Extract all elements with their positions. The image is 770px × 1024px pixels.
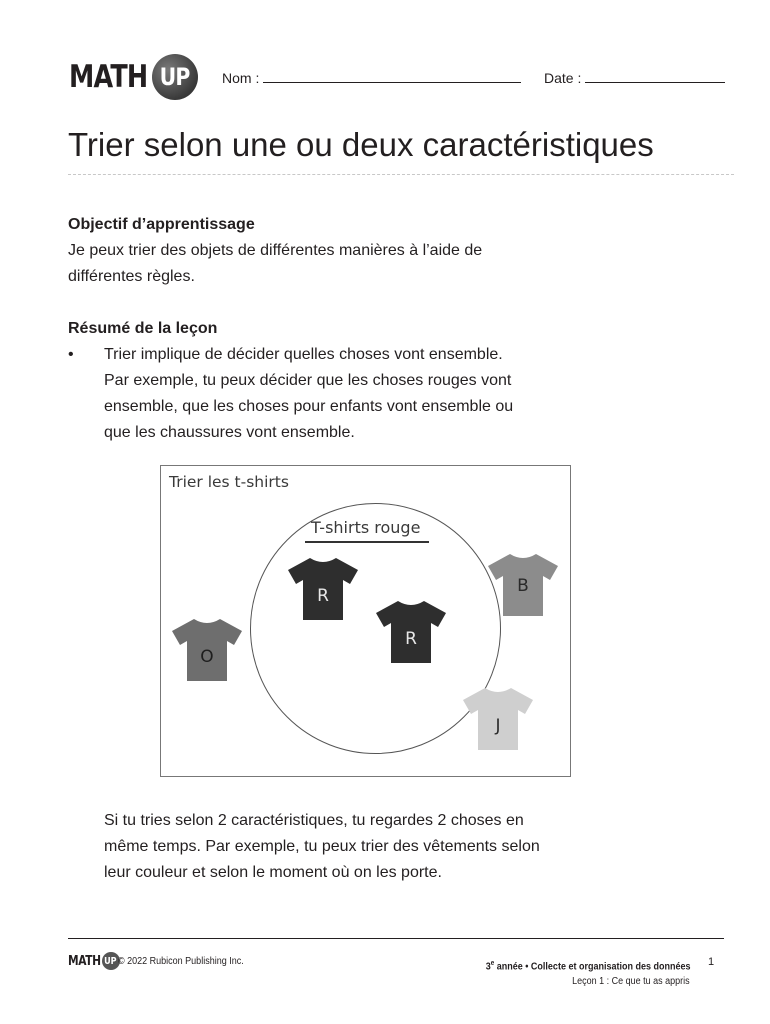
tshirt-letter: J bbox=[495, 716, 501, 736]
tshirt-blue bbox=[486, 552, 560, 618]
bottom-line-3: leur couleur et selon le moment où on les porte. bbox=[104, 864, 442, 881]
footer-course bbox=[485, 960, 690, 972]
bottom-line-1: Si tu tries selon 2 caractéristiques, tu regardes 2 choses en bbox=[104, 812, 524, 829]
date-field bbox=[544, 68, 725, 86]
resume-bullet-text bbox=[104, 342, 574, 446]
footer-lesson: Leçon 1 : Ce que tu as appris bbox=[572, 976, 690, 987]
footer-logo bbox=[68, 952, 120, 970]
tshirt-red-1 bbox=[286, 556, 360, 622]
grade-superscript: e bbox=[490, 960, 494, 967]
date-label: Date : bbox=[544, 70, 582, 86]
resume-heading: Résumé de la leçon bbox=[68, 320, 218, 337]
logo-up-circle bbox=[152, 54, 198, 100]
objectif-line-2: différentes règles. bbox=[68, 268, 195, 285]
tshirt-letter: R bbox=[317, 586, 329, 606]
sorting-figure bbox=[160, 465, 571, 777]
copyright-text: © 2022 Rubicon Publishing Inc. bbox=[118, 956, 244, 967]
date-input-line[interactable] bbox=[585, 68, 725, 83]
tshirt-letter: B bbox=[517, 576, 529, 596]
resume-line-1: Trier implique de décider quelles choses vont ensemble. bbox=[104, 346, 503, 363]
bottom-line-2: même temps. Par exemple, tu peux trier des vêtements selon bbox=[104, 838, 540, 855]
footer-logo-math: MATH bbox=[68, 953, 101, 969]
tshirt-orange bbox=[170, 617, 244, 683]
course-title: année • Collecte et organisation des données bbox=[493, 961, 690, 973]
nom-input-line[interactable] bbox=[263, 68, 521, 83]
circle-label-underline bbox=[305, 541, 429, 543]
objectif-line-1: Je peux trier des objets de différentes manières à l’aide de bbox=[68, 242, 483, 259]
circle-label: T-shirts rouge bbox=[311, 518, 421, 537]
resume-line-4: que les chaussures vont ensemble. bbox=[104, 424, 355, 441]
title-divider bbox=[68, 174, 734, 175]
tshirt-letter: R bbox=[405, 629, 417, 649]
resume-line-3: ensemble, que les choses pour enfants vont ensemble ou bbox=[104, 398, 514, 415]
tshirt-yellow bbox=[461, 686, 535, 752]
tshirt-red-2 bbox=[374, 599, 448, 665]
logo-math-text: MATH bbox=[69, 59, 148, 95]
bullet-marker: • bbox=[68, 346, 74, 363]
logo-up-text: UP bbox=[159, 63, 190, 91]
tshirt-letter: O bbox=[200, 647, 214, 667]
nom-field bbox=[222, 68, 521, 86]
figure-title: Trier les t-shirts bbox=[169, 473, 289, 491]
objectif-heading: Objectif d’apprentissage bbox=[68, 216, 255, 233]
mathup-logo bbox=[69, 54, 198, 100]
footer-logo-up: UP bbox=[104, 955, 117, 967]
objectif-text bbox=[68, 238, 668, 290]
page-title: Trier selon une ou deux caractéristiques bbox=[68, 126, 654, 163]
page-number: 1 bbox=[708, 956, 715, 968]
bottom-paragraph bbox=[104, 808, 604, 886]
nom-label: Nom : bbox=[222, 70, 260, 86]
resume-line-2: Par exemple, tu peux décider que les choses rouges vont bbox=[104, 372, 512, 389]
grade-number: 3 bbox=[485, 961, 491, 973]
footer-divider bbox=[68, 938, 724, 939]
